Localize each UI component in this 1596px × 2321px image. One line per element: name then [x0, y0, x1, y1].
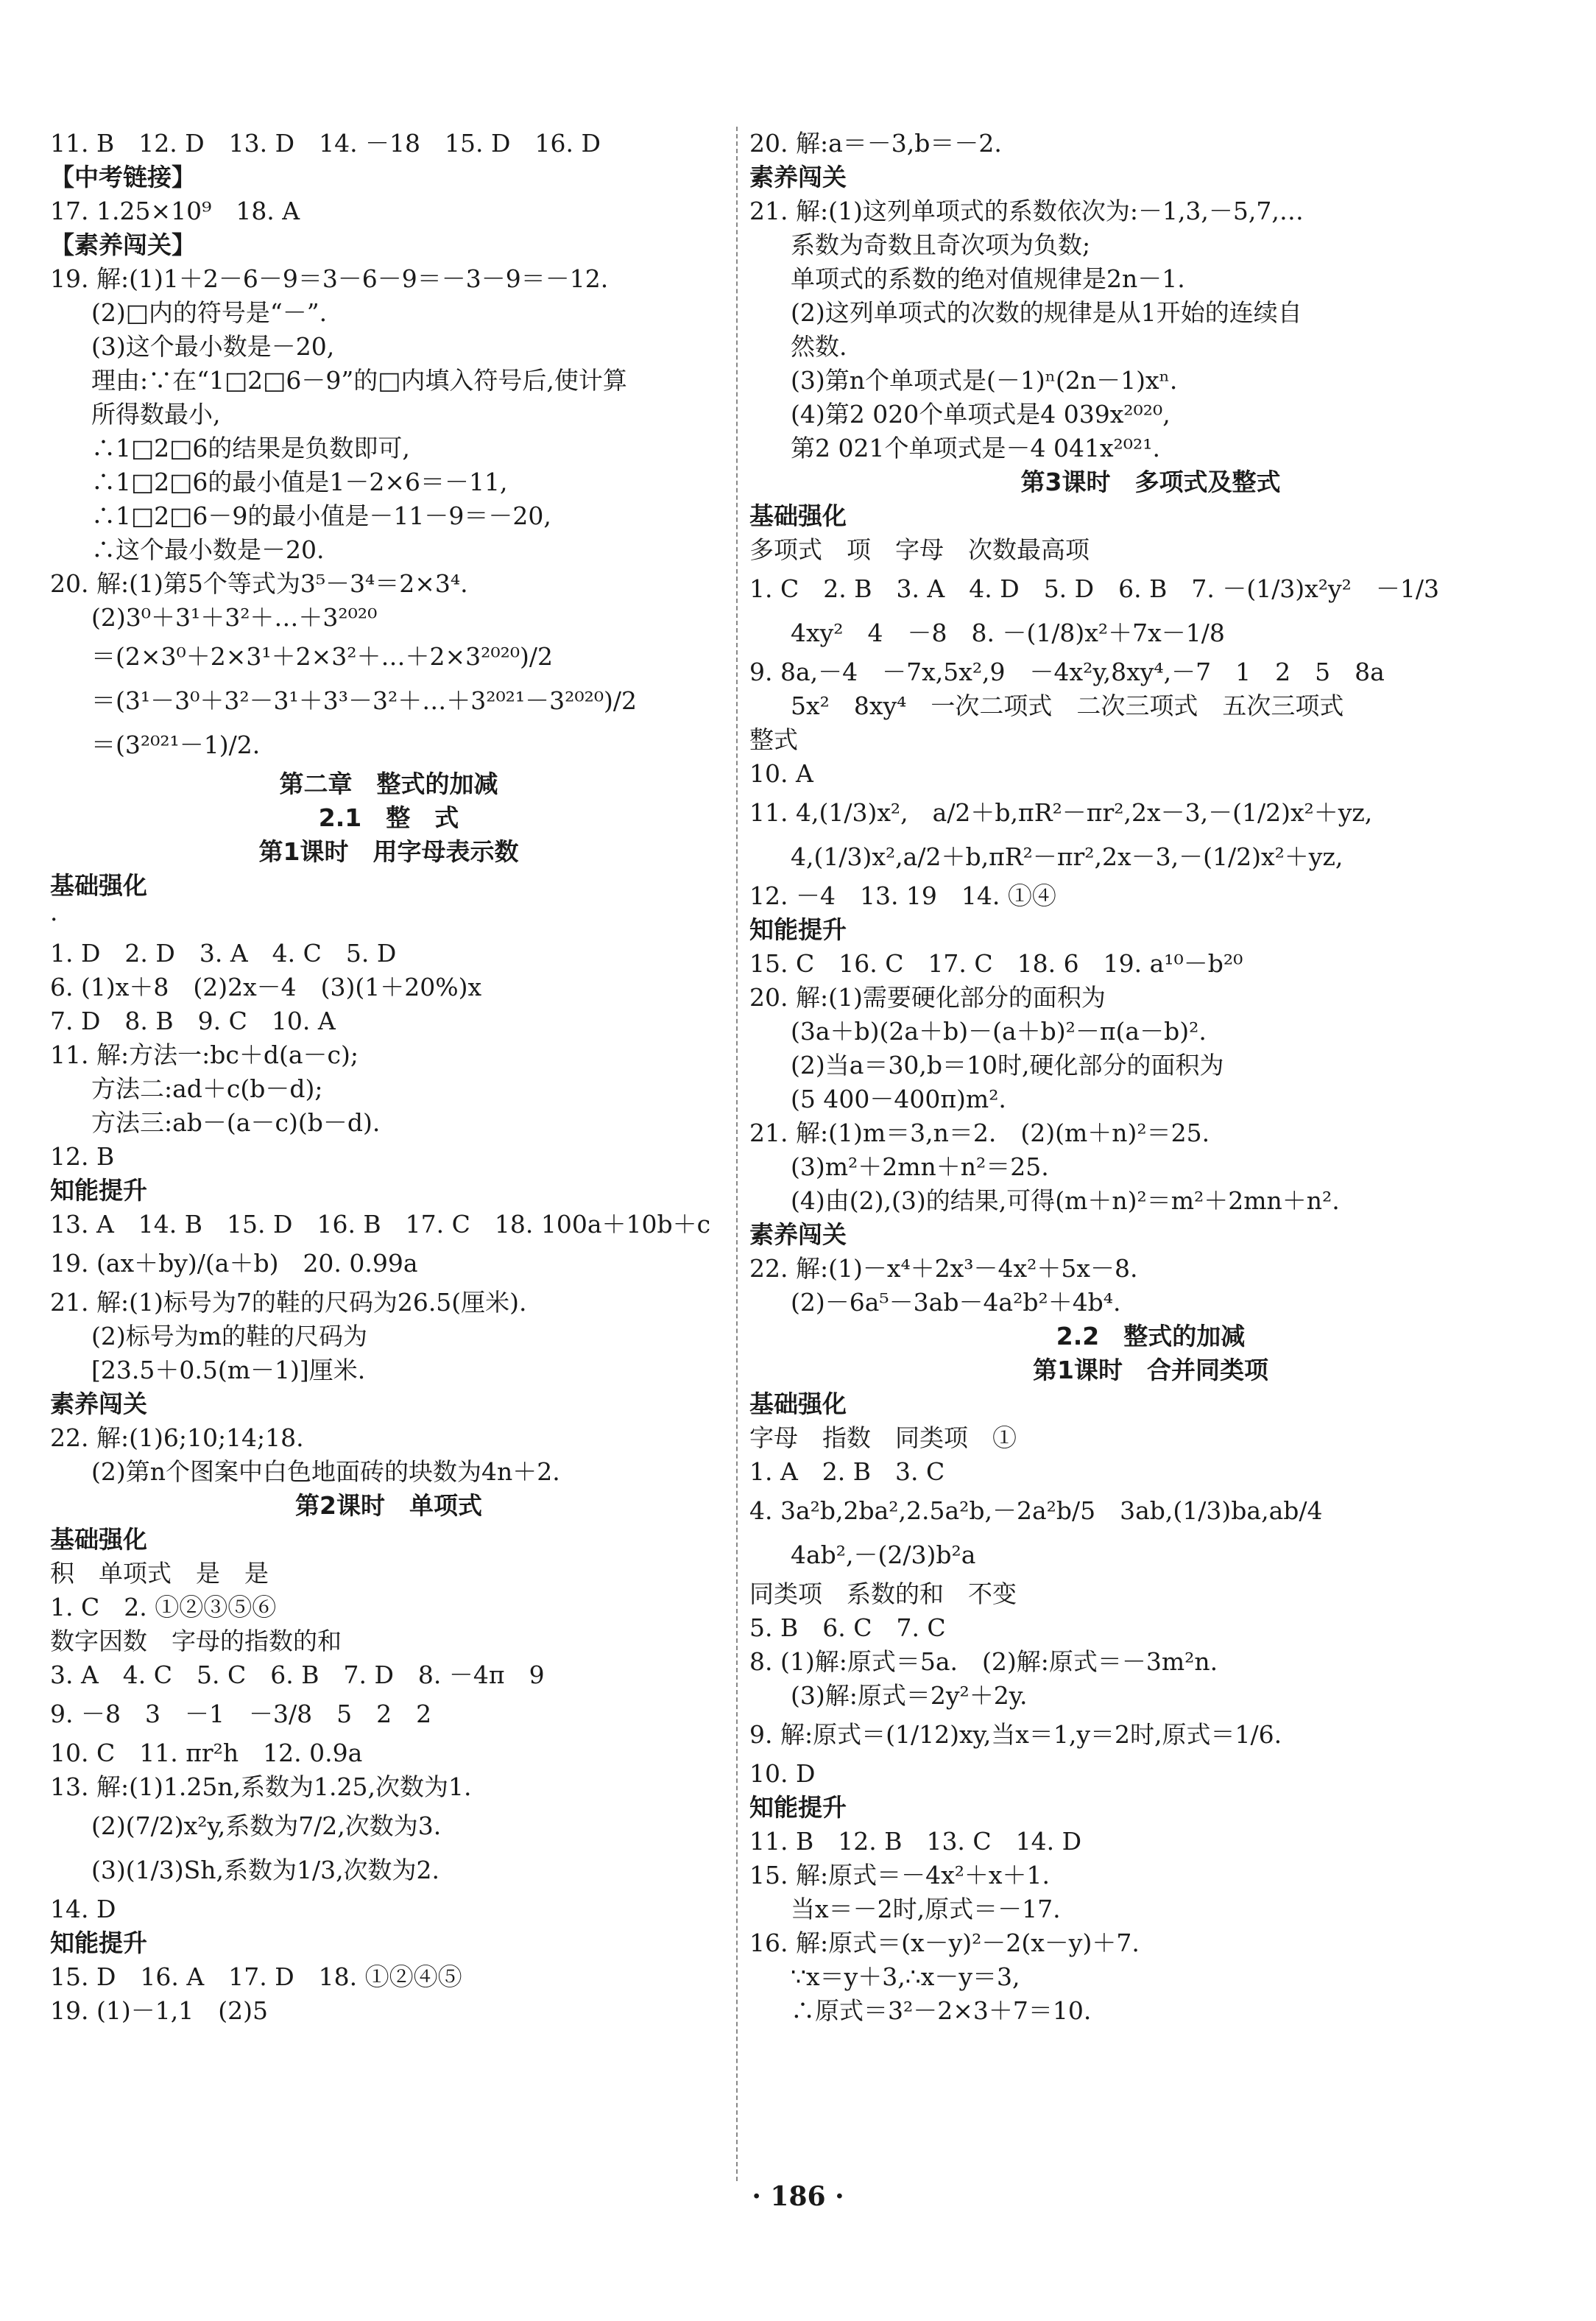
section-heading: 素养闯关: [50, 1390, 147, 1418]
answer-line: (2)□内的符号是“－”.: [91, 298, 328, 327]
answer-line: 7. D 8. B 9. C 10. A: [50, 1007, 336, 1035]
answer-line: 21. 解:(1)这列单项式的系数依次为:－1,3,－5,7,…: [749, 197, 1304, 225]
section-heading: 基础强化: [749, 1390, 847, 1418]
chapter-title: 第2课时 单项式: [295, 1491, 482, 1520]
answer-line: 然数.: [791, 332, 847, 361]
answer-line: 10. A: [749, 759, 813, 788]
answer-line: 6. (1)x＋8 (2)2x－4 (3)(1＋20%)x: [50, 973, 482, 1001]
answer-line: 17. 1.25×10⁹ 18. A: [50, 197, 300, 225]
answer-line: 14. D: [50, 1895, 116, 1923]
answer-line: 方法二:ad＋c(b－d);: [91, 1074, 323, 1103]
answer-line: (2)标号为m的鞋的尺码为: [91, 1322, 368, 1350]
answer-line: 15. C 16. C 17. C 18. 6 19. a¹⁰－b²⁰: [749, 949, 1243, 978]
answer-line: 21. 解:(1)m＝3,n＝2. (2)(m＋n)²＝25.: [749, 1119, 1210, 1147]
answer-line: 同类项 系数的和 不变: [749, 1579, 1017, 1608]
left-column: [50, 127, 727, 2028]
answer-line: 16. 解:原式＝(x－y)²－2(x－y)＋7.: [749, 1929, 1140, 1957]
answer-line: ∴1□2□6的最小值是1－2×6＝－11,: [91, 468, 508, 496]
answer-line: 12. －4 13. 19 14. ①④: [749, 881, 1056, 910]
answer-line: (2)(7/2)x²y,系数为7/2,次数为3.: [91, 1811, 442, 1840]
answer-line: 19. 解:(1)1＋2－6－9＝3－6－9＝－3－9＝－12.: [50, 264, 609, 293]
answer-line: 第2 021个单项式是－4 041x²⁰²¹.: [791, 434, 1160, 462]
section-heading: 素养闯关: [749, 163, 847, 191]
answer-line: 整式: [749, 725, 798, 754]
answer-line: ·: [50, 905, 58, 934]
answer-line: 1. C 2. ①②③⑤⑥: [50, 1593, 277, 1621]
answer-line: ∴1□2□6的结果是负数即可,: [91, 434, 410, 462]
answer-line: 4. 3a²b,2ba²,2.5a²b,－2a²b/5 3ab,(1/3)ba,ab/4: [749, 1496, 1323, 1525]
chapter-title: 2.2 整式的加减: [1056, 1322, 1246, 1350]
answer-line: 11. 4,(1/3)x², a/2＋b,πR²－πr²,2x－3,－(1/2)x²＋yz,: [749, 798, 1373, 827]
answer-line: 19. (ax＋by)/(a＋b) 20. 0.99a: [50, 1249, 418, 1278]
answer-line: 系数为奇数且奇次项为负数;: [791, 230, 1091, 259]
answer-line: ∴这个最小数是－20.: [91, 535, 325, 564]
answer-line: (3)第n个单项式是(－1)ⁿ(2n－1)xⁿ.: [791, 366, 1178, 395]
answer-line: [23.5＋0.5(m－1)]厘米.: [91, 1356, 366, 1384]
section-heading: 素养闯关: [749, 1220, 847, 1249]
section-heading: 知能提升: [749, 915, 847, 944]
answer-line: 15. D 16. A 17. D 18. ①②④⑤: [50, 1962, 462, 1991]
answer-line: 3. A 4. C 5. C 6. B 7. D 8. －4π 9: [50, 1660, 545, 1689]
answer-line: 13. 解:(1)1.25n,系数为1.25,次数为1.: [50, 1772, 472, 1801]
answer-line: (2)当a＝30,b＝10时,硬化部分的面积为: [791, 1051, 1224, 1080]
answer-line: 5. B 6. C 7. C: [749, 1613, 946, 1642]
section-heading: 【素养闯关】: [50, 230, 196, 259]
answer-line: 19. (1)－1,1 (2)5: [50, 1996, 268, 2025]
answer-line: 15. 解:原式＝－4x²＋x＋1.: [749, 1861, 1051, 1889]
section-heading: 基础强化: [749, 501, 847, 530]
section-heading: 基础强化: [50, 871, 147, 900]
answer-line: (3)m²＋2mn＋n²＝25.: [791, 1152, 1049, 1181]
answer-line: 13. A 14. B 15. D 16. B 17. C 18. 100a＋10b＋c: [50, 1210, 711, 1239]
column-divider: [736, 127, 738, 2181]
answer-line: ∵x＝y＋3,∴x－y＝3,: [791, 1962, 1020, 1991]
answer-line: 10. D: [749, 1759, 816, 1788]
answer-line: 8. (1)解:原式＝5a. (2)解:原式＝－3m²n.: [749, 1647, 1218, 1676]
answer-line: 数字因数 字母的指数的和: [50, 1627, 342, 1655]
answer-line: ＝(2×3⁰＋2×3¹＋2×3²＋…＋2×3²⁰²⁰)/2: [91, 642, 554, 671]
answer-line: (2)这列单项式的次数的规律是从1开始的连续自: [791, 298, 1302, 327]
section-heading: 【中考链接】: [50, 163, 196, 191]
answer-line: 10. C 11. πr²h 12. 0.9a: [50, 1739, 363, 1767]
section-heading: 知能提升: [749, 1793, 847, 1822]
answer-line: 积 单项式 是 是: [50, 1559, 269, 1588]
section-heading: 知能提升: [50, 1929, 147, 1957]
answer-line: 1. D 2. D 3. A 4. C 5. D: [50, 939, 397, 968]
right-column: [749, 127, 1552, 2028]
answer-line: 21. 解:(1)标号为7的鞋的尺码为26.5(厘米).: [50, 1288, 527, 1317]
chapter-title: 第1课时 用字母表示数: [258, 837, 519, 866]
chapter-title: 第二章 整式的加减: [279, 769, 498, 798]
answer-line: 当x＝－2时,原式＝－17.: [791, 1895, 1061, 1923]
answer-line: ＝(3²⁰²¹－1)/2.: [91, 730, 261, 759]
answer-line: 20. 解:(1)第5个等式为3⁵－3⁴＝2×3⁴.: [50, 569, 468, 598]
chapter-title: 第1课时 合并同类项: [1033, 1356, 1268, 1384]
answer-line: 22. 解:(1)－x⁴＋2x³－4x²＋5x－8.: [749, 1254, 1138, 1283]
answer-line: 9. 解:原式＝(1/12)xy,当x＝1,y＝2时,原式＝1/6.: [749, 1720, 1282, 1749]
answer-line: (2)－6a⁵－3ab－4a²b²＋4b⁴.: [791, 1288, 1121, 1317]
section-heading: 知能提升: [50, 1176, 147, 1205]
answer-line: 4ab²,－(2/3)b²a: [791, 1540, 976, 1569]
answer-line: (3)(1/3)Sh,系数为1/3,次数为2.: [91, 1856, 440, 1884]
answer-line: 1. C 2. B 3. A 4. D 5. D 6. B 7. －(1/3)x²y² －1/3: [749, 574, 1440, 603]
answer-line: 单项式的系数的绝对值规律是2n－1.: [791, 264, 1185, 293]
answer-line: (2)第n个图案中白色地面砖的块数为4n＋2.: [91, 1457, 560, 1486]
answer-line: 12. B: [50, 1142, 115, 1171]
answer-line: 20. 解:a＝－3,b＝－2.: [749, 129, 1002, 158]
chapter-title: 2.1 整 式: [318, 803, 459, 832]
answer-line: 22. 解:(1)6;10;14;18.: [50, 1423, 304, 1452]
answer-line: ∴原式＝3²－2×3＋7＝10.: [791, 1996, 1092, 2025]
answer-line: 11. B 12. B 13. C 14. D: [749, 1827, 1082, 1856]
answer-line: 方法三:ab－(a－c)(b－d).: [91, 1108, 381, 1137]
answer-line: (5 400－400π)m².: [791, 1085, 1006, 1113]
answer-line: 20. 解:(1)需要硬化部分的面积为: [749, 983, 1106, 1012]
answer-line: 多项式 项 字母 次数最高项: [749, 535, 1090, 564]
page-number: · 186 ·: [752, 2181, 844, 2212]
chapter-title: 第3课时 多项式及整式: [1020, 468, 1281, 496]
answer-line: 字母 指数 同类项 ①: [749, 1423, 1017, 1452]
answer-line: 5x² 8xy⁴ 一次二项式 二次三项式 五次三项式: [791, 691, 1344, 720]
answer-line: 11. B 12. D 13. D 14. －18 15. D 16. D: [50, 129, 601, 158]
answer-line: 9. 8a,－4 －7x,5x²,9 －4x²y,8xy⁴,－7 1 2 5 8a: [749, 658, 1385, 686]
answer-line: 11. 解:方法一:bc＋d(a－c);: [50, 1040, 359, 1069]
answer-line: (2)3⁰＋3¹＋3²＋…＋3²⁰²⁰: [91, 603, 378, 632]
answer-line: 4xy² 4 －8 8. －(1/8)x²＋7x－1/8: [791, 619, 1225, 647]
section-heading: 基础强化: [50, 1525, 147, 1554]
answer-line: (4)第2 020个单项式是4 039x²⁰²⁰,: [791, 400, 1170, 429]
answer-line: (3)这个最小数是－20,: [91, 332, 335, 361]
answer-line: ∴1□2□6－9的最小值是－11－9＝－20,: [91, 501, 551, 530]
answer-line: 所得数最小,: [91, 400, 221, 429]
answer-line: 9. －8 3 －1 －3/8 5 2 2: [50, 1700, 432, 1728]
answer-line: (3)解:原式＝2y²＋2y.: [791, 1681, 1028, 1710]
answer-line: 1. A 2. B 3. C: [749, 1457, 945, 1486]
answer-line: (3a＋b)(2a＋b)－(a＋b)²－π(a－b)².: [791, 1017, 1207, 1046]
answer-line: 理由:∵在“1□2□6－9”的□内填入符号后,使计算: [91, 366, 627, 395]
answer-line: 4,(1/3)x²,a/2＋b,πR²－πr²,2x－3,－(1/2)x²＋yz,: [791, 842, 1343, 871]
answer-line: ＝(3¹－3⁰＋3²－3¹＋3³－3²＋…＋3²⁰²¹－3²⁰²⁰)/2: [91, 686, 638, 715]
answer-line: (4)由(2),(3)的结果,可得(m＋n)²＝m²＋2mn＋n².: [791, 1186, 1340, 1215]
